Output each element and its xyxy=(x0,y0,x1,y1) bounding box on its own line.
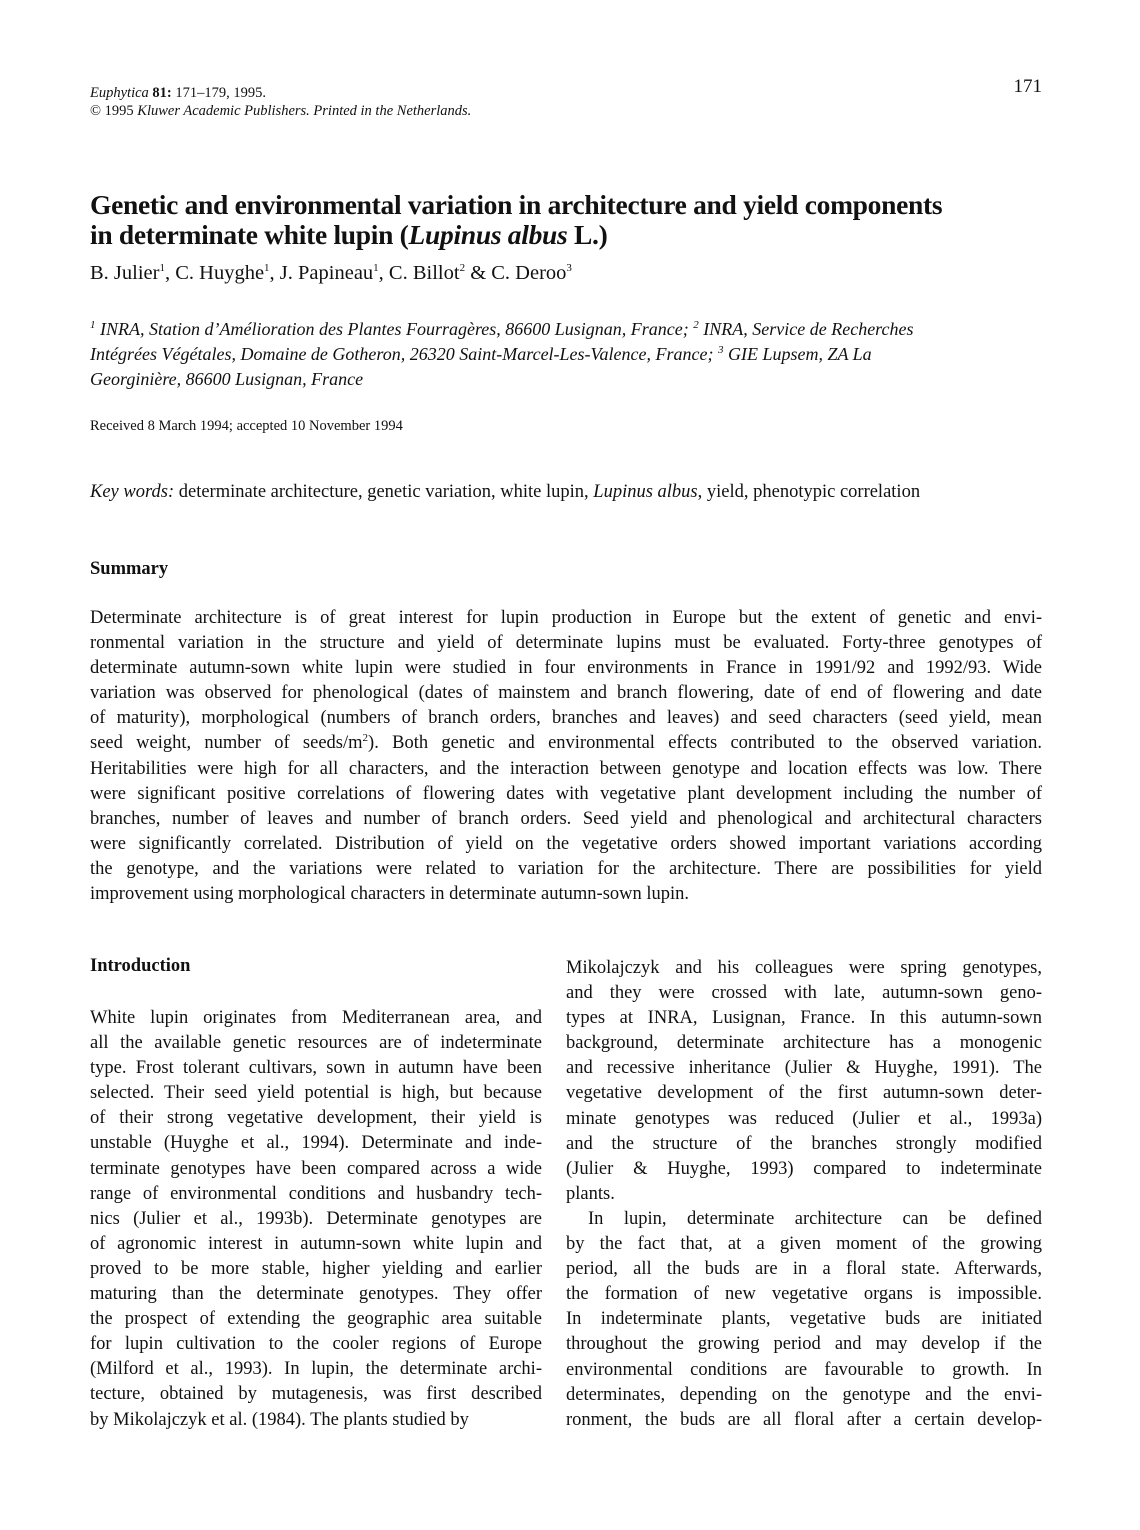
text-line: proved to be more stable, higher yielding and earlier xyxy=(90,1258,542,1279)
paper-title xyxy=(90,190,1070,250)
text-line: vegetative development of the first autumn-sown deter- xyxy=(566,1083,1042,1104)
text-segment: 2 xyxy=(693,319,699,331)
text-line: and recessive inheritance (Julier & Huyghe, 1991). The xyxy=(566,1058,1042,1079)
text-line: White lupin originates from Mediterranean area, and xyxy=(90,1008,542,1028)
text-line: minate genotypes was reduced (Julier et al., 1993a) xyxy=(566,1108,1042,1129)
text-line: all the available genetic resources are of indeterminate xyxy=(90,1033,542,1054)
text-line: types at INRA, Lusignan, France. In this autumn-sown xyxy=(566,1008,1042,1029)
text-line: variation was observed for phenological (dates of mainstem and branch flowering, date of end of flowering and date xyxy=(90,683,1042,704)
received-dates: Received 8 March 1994; accepted 10 November 1994 xyxy=(90,418,403,434)
keywords xyxy=(90,482,920,503)
copyright: © 1995 xyxy=(90,103,134,119)
text-line: ronment, the buds are all floral after a certain develop- xyxy=(566,1409,1042,1430)
text-line: of maturity), morphological (numbers of branch orders, branches and leaves) and seed characters (seed yield, mean xyxy=(90,708,1042,729)
text-line: Determinate architecture is of great interest for lupin production in Europe but the extent of genetic and envi- xyxy=(90,608,1042,628)
journal-name: Euphytica xyxy=(90,85,149,101)
affiliation-marker: 1 xyxy=(373,262,379,275)
affiliation-marker: 3 xyxy=(566,262,572,275)
text-line: the prospect of extending the geographic area suitable xyxy=(90,1309,542,1330)
text-segment: INRA, Station d’Amélioration des Plantes Fourragères, 86600 Lusignan, France; xyxy=(95,319,694,339)
author-name: , C. Billot xyxy=(378,262,460,284)
text-segment: Georginière, 86600 Lusignan, France xyxy=(90,369,364,389)
affiliation-line xyxy=(90,317,1050,342)
text-segment: 2 xyxy=(362,732,369,745)
text-line: environmental conditions are favourable to growth. In xyxy=(566,1359,1042,1380)
title-species: Lupinus albus xyxy=(408,219,568,250)
text-line: Heritabilities were high for all characters, and the interaction between genotype and location effects was low. There xyxy=(90,758,1042,779)
text-line: terminate genotypes have been compared across a wide xyxy=(90,1158,542,1179)
title-text: in determinate white lupin ( xyxy=(90,219,409,250)
journal-citation xyxy=(90,84,266,102)
text-line: (Julier & Huyghe, 1993) compared to indeterminate xyxy=(566,1158,1042,1179)
text-line: determinates, depending on the genotype and the envi- xyxy=(566,1384,1042,1405)
keywords-species: Lupinus albus xyxy=(593,482,698,502)
text-line: background, determinate architecture has a monogenic xyxy=(566,1033,1042,1054)
text-segment: Intégrées Végétales, Domaine de Gotheron, 26320 Saint-Marcel-Les-Valence, France; xyxy=(90,344,718,364)
text-line: In lupin, determinate architecture can be defined xyxy=(588,1208,1042,1229)
text-segment: INRA, Service de Recherches xyxy=(698,319,914,339)
text-segment: seed weight, number of seeds/m xyxy=(90,733,363,754)
keywords-text: determinate architecture, genetic variation, white lupin, xyxy=(174,482,594,502)
summary-body xyxy=(90,606,1042,907)
affiliation-marker: 1 xyxy=(159,262,165,275)
text-line: for lupin cultivation to the cooler regions of Europe xyxy=(90,1334,542,1355)
text-line: nics (Julier et al., 1993b). Determinate genotypes are xyxy=(90,1208,542,1229)
introduction-column-2 xyxy=(566,956,1042,1433)
text-line: selected. Their seed yield potential is high, but because xyxy=(90,1083,542,1104)
introduction-heading: Introduction xyxy=(90,956,191,976)
title-line-1: Genetic and environmental variation in architecture and yield components xyxy=(90,189,943,220)
text-line: period, all the buds are in a floral state. Afterwards, xyxy=(566,1259,1042,1280)
page-number: 171 xyxy=(1013,76,1042,97)
text-line: type. Frost tolerant cultivars, sown in autumn have been xyxy=(90,1058,542,1079)
text-line: were significant positive correlations of flowering dates with vegetative plant development including the number of xyxy=(90,783,1042,804)
volume: 81: xyxy=(152,85,172,101)
text-line: determinate autumn-sown white lupin were studied in four environments in France in 1991/92 and 1992/93. Wide xyxy=(90,658,1042,679)
text-line: and they were crossed with late, autumn-sown geno- xyxy=(566,983,1042,1004)
author-name: , J. Papineau xyxy=(269,262,374,284)
text-line: by Mikolajczyk et al. (1984). The plants studied by xyxy=(90,1409,469,1430)
keywords-text: , yield, phenotypic correlation xyxy=(697,482,921,502)
title-text: L.) xyxy=(567,219,608,250)
affiliation-line xyxy=(90,367,1050,392)
publisher: Kluwer Academic Publishers. Printed in the Netherlands. xyxy=(133,103,472,119)
affiliation-marker: 1 xyxy=(264,262,270,275)
text-segment: GIE Lupsem, ZA La xyxy=(723,344,872,364)
text-line: maturing than the determinate genotypes. They offer xyxy=(90,1284,542,1305)
text-line: unstable (Huyghe et al., 1994). Determinate and inde- xyxy=(90,1133,542,1154)
copyright-line xyxy=(90,102,471,120)
text-line: of agronomic interest in autumn-sown white lupin and xyxy=(90,1233,542,1254)
affiliations xyxy=(90,317,1050,392)
text-line: were significantly correlated. Distribution of yield on the vegetative orders showed important variations according xyxy=(90,833,1042,854)
text-line: range of environmental conditions and husbandry tech- xyxy=(90,1183,542,1204)
text-segment: 3 xyxy=(718,344,724,356)
author-name: B. Julier xyxy=(90,262,160,284)
text-line xyxy=(90,731,1042,756)
text-line: the genotype, and the variations were related to variation for the architecture. There are possibilities for yield xyxy=(90,858,1042,879)
keywords-label: Key words: xyxy=(90,482,175,502)
text-line: branches, number of leaves and number of branch orders. Seed yield and phenological and architectural characters xyxy=(90,808,1042,829)
text-line: of their strong vegetative development, their yield is xyxy=(90,1108,542,1129)
text-segment: ). Both genetic and environmental effects contributed to the observed variation. xyxy=(368,733,1043,754)
text-line: In indeterminate plants, vegetative buds are initiated xyxy=(566,1309,1042,1330)
text-segment: 1 xyxy=(90,319,96,331)
authors xyxy=(90,262,572,285)
text-line: improvement using morphological characters in determinate autumn-sown lupin. xyxy=(90,884,690,905)
author-name: , C. Huyghe xyxy=(164,262,265,284)
pages: 171–179, 1995. xyxy=(171,85,267,101)
author-name: & C. Deroo xyxy=(465,262,567,284)
text-line: throughout the growing period and may develop if the xyxy=(566,1334,1042,1355)
text-line: the formation of new vegetative organs is impossible. xyxy=(566,1284,1042,1305)
text-line: plants. xyxy=(566,1183,615,1204)
summary-heading: Summary xyxy=(90,559,169,579)
text-line: and the structure of the branches strongly modified xyxy=(566,1133,1042,1154)
introduction-column-1 xyxy=(90,1006,542,1433)
text-line: (Milford et al., 1993). In lupin, the determinate archi- xyxy=(90,1359,542,1380)
text-line: Mikolajczyk and his colleagues were spring genotypes, xyxy=(566,958,1042,978)
text-line: ronmental variation in the structure and yield of determinate lupins must be evaluated. Forty-three genotypes of xyxy=(90,633,1042,654)
affiliation-marker: 2 xyxy=(459,262,466,275)
affiliation-line xyxy=(90,342,1050,367)
text-line: tecture, obtained by mutagenesis, was first described xyxy=(90,1384,542,1405)
title-line-2 xyxy=(90,220,1070,250)
text-line: by the fact that, at a given moment of the growing xyxy=(566,1234,1042,1255)
